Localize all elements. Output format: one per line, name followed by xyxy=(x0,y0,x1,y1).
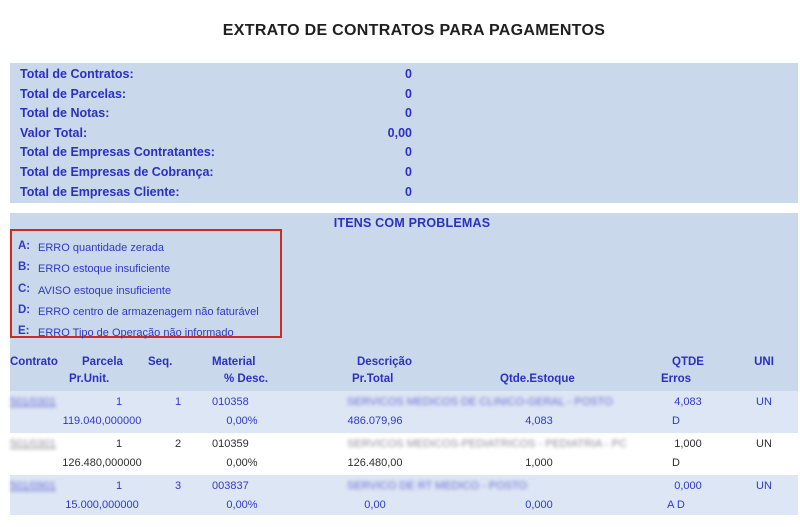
total-notas-value: 0 xyxy=(405,106,412,121)
valor-total-label: Valor Total: xyxy=(20,125,88,140)
column-header-qtde: QTDE xyxy=(672,356,704,368)
legend-item-c xyxy=(12,283,280,304)
totals-row xyxy=(10,144,798,164)
column-header-parcela: Parcela xyxy=(82,356,123,368)
legend-item-b xyxy=(12,261,280,282)
total-parcelas-label: Total de Parcelas: xyxy=(20,86,127,101)
totals-row xyxy=(10,105,798,125)
desc-pct-cell: 0,00% xyxy=(226,415,258,427)
pr-unit-cell: 126.480,000000 xyxy=(62,457,142,469)
table-row xyxy=(10,391,798,433)
total-notas-label: Total de Notas: xyxy=(20,106,110,121)
erros-cell: D xyxy=(672,457,680,469)
qtde-cell: 1,000 xyxy=(674,438,702,450)
legend-item-a xyxy=(12,240,280,261)
problems-section-title: ITENS COM PROBLEMAS xyxy=(333,216,491,230)
seq-cell: 1 xyxy=(174,396,182,408)
uni-cell: UN xyxy=(756,438,772,450)
legend-code-b: B: xyxy=(18,261,31,274)
valor-total-value: 0,00 xyxy=(387,125,412,140)
column-header-qtde-estoque: Qtde.Estoque xyxy=(500,373,575,385)
legend-text-b: ERRO estoque insuficiente xyxy=(38,263,171,276)
qtde-estoque-cell: 1,000 xyxy=(525,457,553,469)
contrato-cell[interactable]: 501/0301 xyxy=(10,438,56,450)
legend-code-d: D: xyxy=(18,303,31,316)
pr-total-cell: 0,00 xyxy=(364,499,386,511)
totals-row xyxy=(10,184,798,204)
seq-cell: 2 xyxy=(174,438,182,450)
erros-cell: D xyxy=(672,415,680,427)
legend-text-a: ERRO quantidade zerada xyxy=(38,242,164,254)
desc-pct-cell: 0,00% xyxy=(226,499,258,511)
total-empresas-cobranca-label: Total de Empresas de Cobrança: xyxy=(20,164,214,179)
material-cell: 010358 xyxy=(212,396,249,408)
uni-cell: UN xyxy=(756,396,772,408)
uni-cell: UN xyxy=(756,480,772,492)
legend-code-e: E: xyxy=(18,325,30,338)
parcela-cell: 1 xyxy=(115,438,123,450)
total-contratos-label: Total de Contratos: xyxy=(20,67,134,81)
totals-panel xyxy=(10,63,798,203)
erros-cell: A D xyxy=(667,499,685,511)
column-header-contrato: Contrato xyxy=(10,356,58,368)
descricao-cell: SERVICO DE RT MEDICO - POSTO xyxy=(347,480,528,492)
parcela-cell: 1 xyxy=(115,480,123,492)
table-row xyxy=(10,433,798,475)
legend-item-d xyxy=(12,304,280,325)
total-empresas-cliente-label: Total de Empresas Cliente: xyxy=(20,184,180,199)
contrato-cell[interactable]: 501/0901 xyxy=(10,480,56,492)
table-row xyxy=(10,475,798,515)
pr-unit-cell: 15.000,000000 xyxy=(65,499,139,511)
total-empresas-contratantes-value: 0 xyxy=(405,145,412,160)
column-header-descricao: Descrição xyxy=(357,356,412,368)
error-legend-box xyxy=(10,229,282,338)
descricao-cell: SERVICOS MEDICOS-PEDIATRICOS - PEDIATRIA - PC xyxy=(347,438,627,450)
totals-list xyxy=(10,63,798,203)
legend-code-a: A: xyxy=(18,240,31,252)
totals-row xyxy=(10,164,798,184)
qtde-cell: 0,000 xyxy=(674,480,702,492)
pr-total-cell: 126.480,00 xyxy=(347,457,403,469)
total-parcelas-value: 0 xyxy=(405,86,412,101)
column-header-material: Material xyxy=(212,356,256,368)
parcela-cell: 1 xyxy=(115,396,123,408)
column-header-pr-total: Pr.Total xyxy=(352,373,394,385)
total-empresas-cliente-value: 0 xyxy=(405,184,412,199)
legend-text-d: ERRO centro de armazenagem não faturável xyxy=(38,305,259,318)
column-header-pr-unit: Pr.Unit. xyxy=(69,373,110,385)
pr-total-cell: 486.079,96 xyxy=(347,415,403,427)
contrato-cell[interactable]: 501/0301 xyxy=(10,396,56,408)
page-title: EXTRATO DE CONTRATOS PARA PAGAMENTOS xyxy=(222,22,606,39)
desc-pct-cell: 0,00% xyxy=(226,457,258,469)
totals-row xyxy=(10,125,798,145)
column-header-erros: Erros xyxy=(660,373,692,385)
total-empresas-cobranca-value: 0 xyxy=(405,164,412,179)
qtde-estoque-cell: 4,083 xyxy=(525,415,553,427)
column-header-uni: UNI xyxy=(754,356,774,368)
legend-text-e: ERRO Tipo de Operação não informado xyxy=(38,327,234,340)
problems-panel xyxy=(10,213,798,391)
totals-row xyxy=(10,86,798,106)
qtde-estoque-cell: 0,000 xyxy=(525,499,553,511)
legend-code-c: C: xyxy=(18,282,31,295)
column-header-desc-pct: % Desc. xyxy=(224,373,269,385)
qtde-cell: 4,083 xyxy=(674,396,702,408)
pr-unit-cell: 119.040,000000 xyxy=(62,415,142,427)
material-cell: 010359 xyxy=(212,438,249,450)
total-contratos-value: 0 xyxy=(405,67,412,81)
descricao-cell: SERVICOS MEDICOS DE CLINICO-GERAL - POSTO xyxy=(347,396,613,408)
column-header-seq: Seq. xyxy=(148,356,173,368)
seq-cell: 3 xyxy=(174,480,182,492)
total-empresas-contratantes-label: Total de Empresas Contratantes: xyxy=(20,145,215,160)
legend-text-c: AVISO estoque insuficiente xyxy=(38,284,172,297)
material-cell: 003837 xyxy=(212,480,249,492)
legend-item-e xyxy=(12,325,280,346)
totals-row xyxy=(10,66,798,86)
